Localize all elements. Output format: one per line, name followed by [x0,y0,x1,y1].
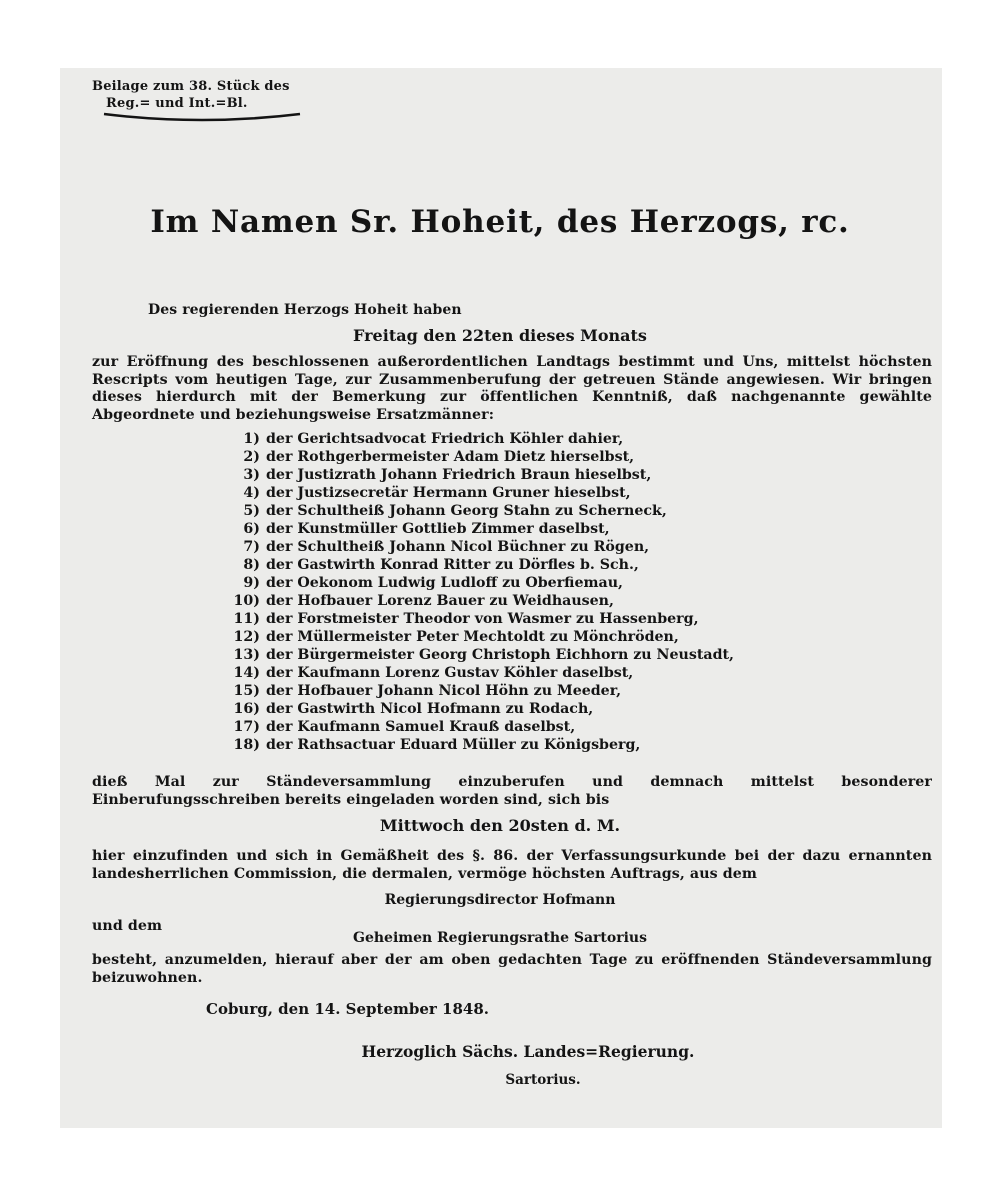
date-heading: Freitag den 22ten dieses Monats [353,326,647,345]
issuing-authority: Herzoglich Sächs. Landes=Regierung. [361,1042,695,1061]
delegate-item [226,736,846,754]
delegate-list [226,430,846,754]
delegate-item [226,484,846,502]
delegate-text: der Gerichtsadvocat Friedrich Köhler dahier, [266,431,624,447]
delegate-number: 6) [243,521,260,537]
delegate-number: 10) [233,593,260,609]
page-title: Im Namen Sr. Hoheit, des Herzogs, rc. [150,204,850,240]
delegate-item [226,682,846,700]
delegate-text: der Forstmeister Theodor von Wasmer zu Hassenberg, [266,611,699,627]
delegate-number: 14) [233,665,260,681]
delegate-number: 16) [233,701,260,717]
delegate-item [226,502,846,520]
delegate-text: der Justizsecretär Hermann Gruner hieselbst, [266,485,631,501]
delegate-number: 12) [233,629,260,645]
delegate-number: 8) [243,557,260,573]
delegate-text: der Kaufmann Lorenz Gustav Köhler daselbst, [266,665,634,681]
delegate-number: 5) [243,503,260,519]
delegate-number: 11) [233,611,260,627]
delegate-text: der Bürgermeister Georg Christoph Eichhorn zu Neustadt, [266,647,734,663]
delegate-number: 15) [233,683,260,699]
delegate-item [226,574,846,592]
header-underline-flourish [102,112,302,122]
delegate-number: 1) [243,431,260,447]
delegate-item [226,646,846,664]
paragraph-3: hier einzufinden und sich in Gemäßheit des §. 86. der Verfassungsurkunde bei der dazu ernannten landesherrlichen Commission, die dermalen, vermöge höchsten Auftrags, aus dem [92,848,932,882]
date-line: Coburg, den 14. September 1848. [206,1000,489,1018]
delegate-item [226,556,846,574]
delegate-item [226,664,846,682]
delegate-number: 4) [243,485,260,501]
delegate-number: 2) [243,449,260,465]
paragraph-1: zur Eröffnung des beschlossenen außerordentlichen Landtags bestimmt und Uns, mittelst höchsten Rescripts vom heutigen Tage, zur Zusammenberufung der getreuen Stände angewiesen. Wir bringen dieses hierdurch mit der Bemerkung zur öffentlichen Kenntniß, daß nachgenannte gewählte Abgeordnete und beziehungsweise Ersatzmänner: [92,354,932,423]
header-note [92,78,302,122]
delegate-item [226,520,846,538]
delegate-text: der Schultheiß Johann Nicol Büchner zu Rögen, [266,539,650,555]
commission-member-1: Regierungsdirector Hofmann [384,892,616,908]
delegate-item [226,466,846,484]
header-note-line1: Beilage zum 38. Stück des [92,79,290,94]
delegate-number: 7) [243,539,260,555]
paragraph-2: dieß Mal zur Ständeversammlung einzuberufen und demnach mittelst besonderer Einberufungsschreiben bereits eingeladen worden sind, sich bis [92,774,932,808]
delegate-number: 3) [243,467,260,483]
delegate-item [226,538,846,556]
delegate-number: 18) [233,737,260,753]
delegate-item [226,628,846,646]
delegate-item [226,592,846,610]
delegate-text: der Rathsactuar Eduard Müller zu Königsberg, [266,737,641,753]
delegate-text: der Kaufmann Samuel Krauß daselbst, [266,719,576,735]
delegate-item [226,718,846,736]
delegate-text: der Gastwirth Konrad Ritter zu Dörfles b. Sch., [266,557,639,573]
delegate-text: der Rothgerbermeister Adam Dietz hierselbst, [266,449,635,465]
delegate-text: der Schultheiß Johann Georg Stahn zu Scherneck, [266,503,667,519]
delegate-text: der Justizrath Johann Friedrich Braun hieselbst, [266,467,652,483]
delegate-item [226,430,846,448]
signature: Sartorius. [505,1072,581,1088]
delegate-item [226,610,846,628]
delegate-text: der Müllermeister Peter Mechtoldt zu Mönchröden, [266,629,679,645]
paragraph-4: besteht, anzumelden, hierauf aber der am oben gedachten Tage zu eröffnenden Ständeversammlung beizuwohnen. [92,952,932,986]
connector-text: und dem [92,918,163,934]
delegate-text: der Oekonom Ludwig Ludloff zu Oberfiemau, [266,575,623,591]
commission-member-2: Geheimen Regierungsrathe Sartorius [353,930,647,946]
delegate-number: 13) [233,647,260,663]
date-heading-2: Mittwoch den 20sten d. M. [379,816,621,835]
delegate-item [226,700,846,718]
delegate-number: 9) [243,575,260,591]
header-note-line2: Reg.= und Int.=Bl. [106,96,248,111]
delegate-text: der Hofbauer Lorenz Bauer zu Weidhausen, [266,593,614,609]
delegate-text: der Hofbauer Johann Nicol Höhn zu Meeder, [266,683,622,699]
delegate-item [226,448,846,466]
delegate-text: der Kunstmüller Gottlieb Zimmer daselbst, [266,521,610,537]
delegate-text: der Gastwirth Nicol Hofmann zu Rodach, [266,701,594,717]
intro-line: Des regierenden Herzogs Hoheit haben [148,302,462,318]
delegate-number: 17) [233,719,260,735]
